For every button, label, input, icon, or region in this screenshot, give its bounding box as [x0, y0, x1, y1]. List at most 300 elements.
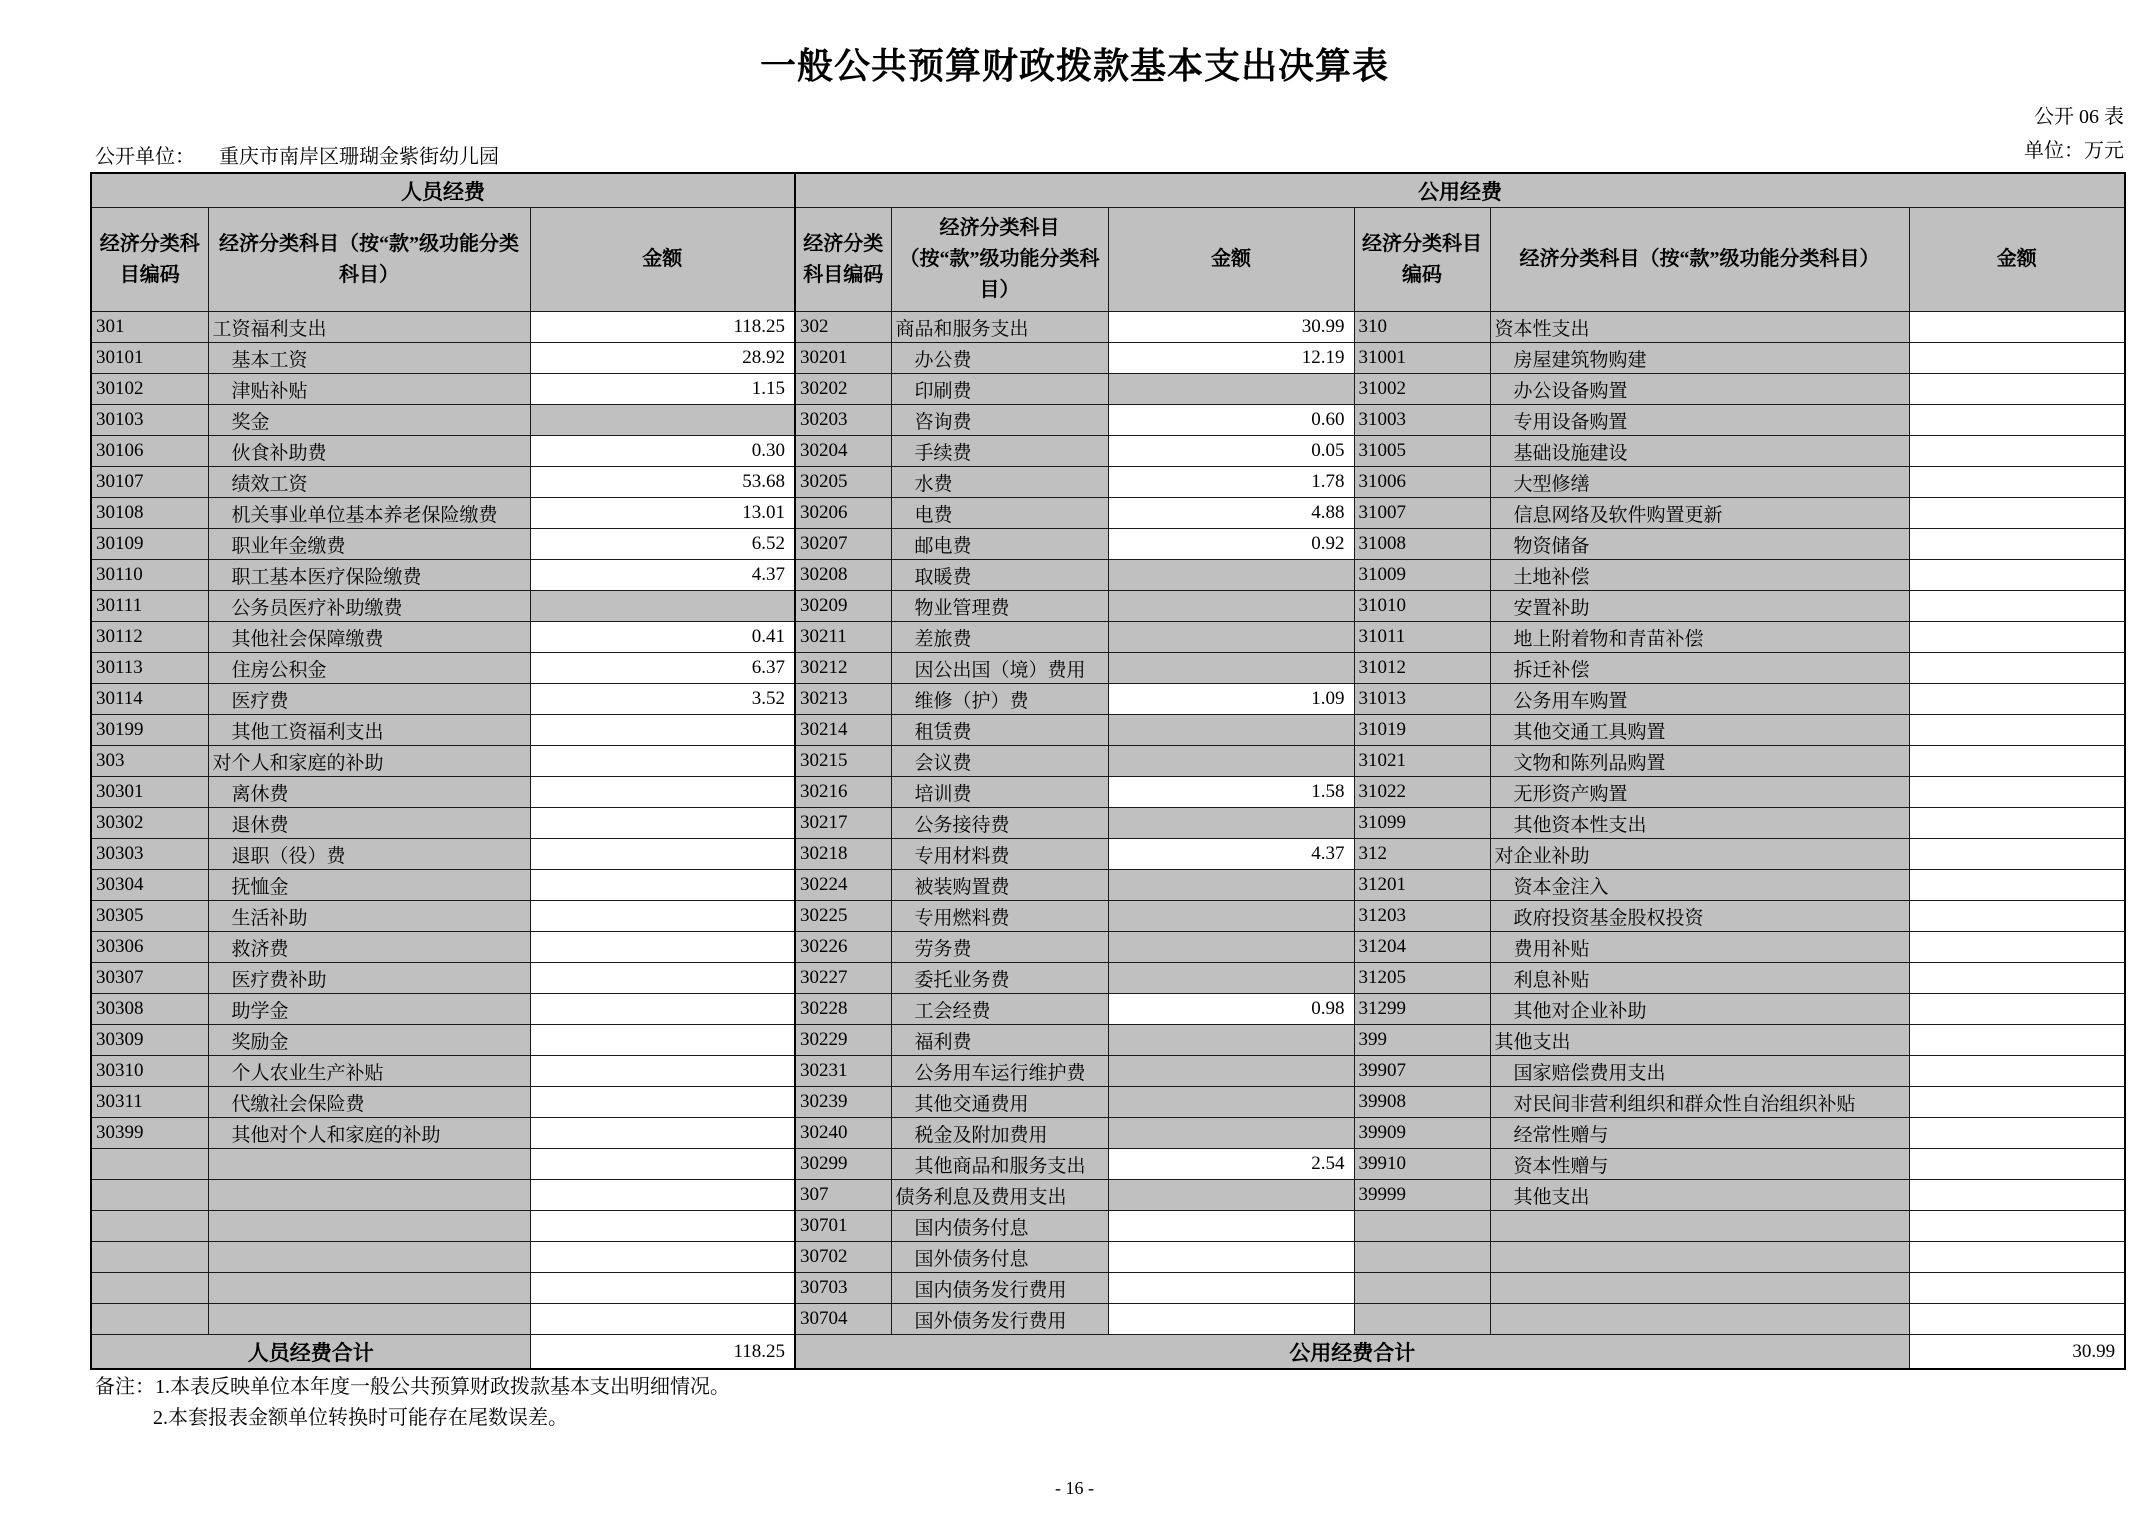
- subject-cell: 福利费: [891, 1025, 1108, 1056]
- code-cell: 31099: [1354, 808, 1490, 839]
- amount-cell: 4.37: [530, 560, 795, 591]
- amount-cell: 1.15: [530, 374, 795, 405]
- code-cell: 30203: [795, 405, 891, 436]
- amount-cell: [530, 405, 795, 436]
- code-cell: 30224: [795, 870, 891, 901]
- group-header-personnel: 人员经费: [91, 173, 795, 208]
- table-row: [91, 1242, 2125, 1273]
- subject-cell: 住房公积金: [208, 653, 530, 684]
- subject-cell: 安置补助: [1490, 591, 1909, 622]
- amount-cell: [530, 901, 795, 932]
- footnote-text-1: 1.本表反映单位本年度一般公共预算财政拨款基本支出明细情况。: [155, 1376, 730, 1398]
- amount-cell: [1909, 1211, 2125, 1242]
- amount-cell: 28.92: [530, 343, 795, 374]
- subject-cell: 助学金: [208, 994, 530, 1025]
- subject-cell: 劳务费: [891, 932, 1108, 963]
- subject-cell: 办公费: [891, 343, 1108, 374]
- code-cell: 31003: [1354, 405, 1490, 436]
- subject-cell: 工资福利支出: [208, 312, 530, 343]
- amount-cell: [530, 1056, 795, 1087]
- subject-cell: 公务用车运行维护费: [891, 1056, 1108, 1087]
- code-cell: 30301: [91, 777, 208, 808]
- subject-cell: [208, 1149, 530, 1180]
- code-cell: [1354, 1304, 1490, 1335]
- subject-cell: 资本性支出: [1490, 312, 1909, 343]
- amount-cell: [1108, 1211, 1354, 1242]
- code-cell: [1354, 1242, 1490, 1273]
- amount-cell: [1909, 653, 2125, 684]
- table-meta: [2024, 100, 2124, 168]
- code-cell: 30109: [91, 529, 208, 560]
- code-cell: 310: [1354, 312, 1490, 343]
- subject-cell: 国外债务付息: [891, 1242, 1108, 1273]
- amount-cell: [1108, 1180, 1354, 1211]
- subject-cell: 国内债务发行费用: [891, 1273, 1108, 1304]
- subject-cell: 租赁费: [891, 715, 1108, 746]
- table-row: [91, 1056, 2125, 1087]
- amount-cell: [1909, 1149, 2125, 1180]
- subject-cell: 生活补助: [208, 901, 530, 932]
- amount-cell: [1909, 467, 2125, 498]
- code-cell: 31201: [1354, 870, 1490, 901]
- amount-cell: 6.37: [530, 653, 795, 684]
- footnote-line-1: [95, 1372, 730, 1403]
- amount-cell: 0.30: [530, 436, 795, 467]
- code-cell: [91, 1304, 208, 1335]
- code-cell: 30306: [91, 932, 208, 963]
- subject-cell: 机关事业单位基本养老保险缴费: [208, 498, 530, 529]
- amount-cell: 1.58: [1108, 777, 1354, 808]
- amount-cell: [530, 963, 795, 994]
- subject-cell: 税金及附加费用: [891, 1118, 1108, 1149]
- code-cell: 30201: [795, 343, 891, 374]
- subject-cell: 国家赔偿费用支出: [1490, 1056, 1909, 1087]
- amount-cell: [530, 1304, 795, 1335]
- subject-cell: 利息补贴: [1490, 963, 1909, 994]
- code-cell: [91, 1273, 208, 1304]
- table-row: [91, 1118, 2125, 1149]
- amount-cell: [530, 746, 795, 777]
- personnel-total-value: 118.25: [530, 1335, 795, 1370]
- code-cell: 30101: [91, 343, 208, 374]
- amount-cell: [530, 1242, 795, 1273]
- amount-cell: [1108, 808, 1354, 839]
- code-cell: 31005: [1354, 436, 1490, 467]
- table-row: [91, 870, 2125, 901]
- code-cell: 307: [795, 1180, 891, 1211]
- amount-cell: [1108, 715, 1354, 746]
- amount-cell: 4.37: [1108, 839, 1354, 870]
- code-cell: 31013: [1354, 684, 1490, 715]
- code-cell: 30217: [795, 808, 891, 839]
- subject-cell: [1490, 1211, 1909, 1242]
- amount-cell: [530, 994, 795, 1025]
- disclosure-unit-label: 公开单位：: [95, 146, 195, 168]
- code-cell: 30303: [91, 839, 208, 870]
- amount-cell: [1909, 684, 2125, 715]
- code-cell: 31008: [1354, 529, 1490, 560]
- subject-cell: 对个人和家庭的补助: [208, 746, 530, 777]
- subject-cell: 差旅费: [891, 622, 1108, 653]
- subject-cell: 委托业务费: [891, 963, 1108, 994]
- amount-cell: [1909, 622, 2125, 653]
- table-row: [91, 1273, 2125, 1304]
- table-row: [91, 1149, 2125, 1180]
- subject-cell: 对民间非营利组织和群众性自治组织补贴: [1490, 1087, 1909, 1118]
- amount-cell: [1909, 1242, 2125, 1273]
- subject-cell: 专用材料费: [891, 839, 1108, 870]
- table-row: [91, 777, 2125, 808]
- amount-cell: 0.60: [1108, 405, 1354, 436]
- subject-cell: 国外债务发行费用: [891, 1304, 1108, 1335]
- code-cell: 31204: [1354, 932, 1490, 963]
- amount-cell: 1.09: [1108, 684, 1354, 715]
- subject-cell: 公务接待费: [891, 808, 1108, 839]
- code-cell: 39999: [1354, 1180, 1490, 1211]
- table-row: [91, 963, 2125, 994]
- code-cell: 30112: [91, 622, 208, 653]
- code-cell: 30216: [795, 777, 891, 808]
- code-cell: 30226: [795, 932, 891, 963]
- subject-cell: [1490, 1273, 1909, 1304]
- subject-cell: 公务员医疗补助缴费: [208, 591, 530, 622]
- code-cell: 30208: [795, 560, 891, 591]
- table-row: [91, 374, 2125, 405]
- amount-cell: [1909, 591, 2125, 622]
- code-cell: 30310: [91, 1056, 208, 1087]
- subject-cell: 其他商品和服务支出: [891, 1149, 1108, 1180]
- amount-cell: [1909, 436, 2125, 467]
- amount-cell: [530, 1180, 795, 1211]
- column-header-subject: 经济分类科目（按“款”级功能分类科目）: [208, 208, 530, 312]
- subject-cell: 医疗费: [208, 684, 530, 715]
- table-row: [91, 343, 2125, 374]
- code-cell: 30311: [91, 1087, 208, 1118]
- code-cell: [91, 1180, 208, 1211]
- amount-cell: [1108, 1118, 1354, 1149]
- amount-cell: 30.99: [1108, 312, 1354, 343]
- subject-cell: 基础设施建设: [1490, 436, 1909, 467]
- code-cell: 39910: [1354, 1149, 1490, 1180]
- code-cell: 30227: [795, 963, 891, 994]
- table-row: [91, 498, 2125, 529]
- subject-cell: 医疗费补助: [208, 963, 530, 994]
- code-cell: 30240: [795, 1118, 891, 1149]
- subject-cell: 水费: [891, 467, 1108, 498]
- table-row: [91, 1211, 2125, 1242]
- code-cell: 30701: [795, 1211, 891, 1242]
- table-row: [91, 529, 2125, 560]
- subject-cell: 代缴社会保险费: [208, 1087, 530, 1118]
- subject-cell: 专用设备购置: [1490, 405, 1909, 436]
- subject-cell: 咨询费: [891, 405, 1108, 436]
- subject-cell: 其他社会保障缴费: [208, 622, 530, 653]
- amount-cell: [1909, 1025, 2125, 1056]
- amount-cell: [1909, 870, 2125, 901]
- amount-cell: 4.88: [1108, 498, 1354, 529]
- page-title: 一般公共预算财政拨款基本支出决算表: [759, 46, 1389, 86]
- subject-cell: [1490, 1242, 1909, 1273]
- amount-cell: [1108, 1273, 1354, 1304]
- subject-cell: 职业年金缴费: [208, 529, 530, 560]
- subject-cell: 维修（护）费: [891, 684, 1108, 715]
- subject-cell: 退职（役）费: [208, 839, 530, 870]
- amount-cell: [530, 932, 795, 963]
- amount-cell: [1108, 1056, 1354, 1087]
- subject-cell: 无形资产购置: [1490, 777, 1909, 808]
- budget-table: [90, 172, 2126, 1370]
- amount-cell: [1909, 746, 2125, 777]
- code-cell: 30199: [91, 715, 208, 746]
- subject-cell: [1490, 1304, 1909, 1335]
- disclosure-unit-name: 重庆市南岸区珊瑚金紫街幼儿园: [219, 146, 499, 168]
- table-row: [91, 467, 2125, 498]
- subject-cell: 费用补贴: [1490, 932, 1909, 963]
- subject-cell: 个人农业生产补贴: [208, 1056, 530, 1087]
- code-cell: 30212: [795, 653, 891, 684]
- code-cell: 31021: [1354, 746, 1490, 777]
- code-cell: 31019: [1354, 715, 1490, 746]
- group-header-row: [91, 173, 2125, 208]
- code-cell: 30308: [91, 994, 208, 1025]
- amount-cell: [1909, 963, 2125, 994]
- code-cell: 30111: [91, 591, 208, 622]
- amount-cell: [1108, 1087, 1354, 1118]
- subject-cell: 其他交通费用: [891, 1087, 1108, 1118]
- disclosure-unit-line: [95, 140, 499, 169]
- amount-cell: 6.52: [530, 529, 795, 560]
- amount-cell: [1909, 994, 2125, 1025]
- subject-cell: 文物和陈列品购置: [1490, 746, 1909, 777]
- table-row: [91, 808, 2125, 839]
- code-cell: 30211: [795, 622, 891, 653]
- code-cell: [91, 1242, 208, 1273]
- column-header-code: 经济分类科目编码: [1354, 208, 1490, 312]
- code-cell: 31203: [1354, 901, 1490, 932]
- code-cell: 312: [1354, 839, 1490, 870]
- amount-cell: [1909, 715, 2125, 746]
- amount-cell: [1909, 1118, 2125, 1149]
- amount-cell: 0.98: [1108, 994, 1354, 1025]
- subject-cell: 基本工资: [208, 343, 530, 374]
- code-cell: 31010: [1354, 591, 1490, 622]
- table-row: [91, 746, 2125, 777]
- footnote-label: 备注：: [95, 1376, 155, 1398]
- subject-cell: 手续费: [891, 436, 1108, 467]
- code-cell: 399: [1354, 1025, 1490, 1056]
- table-row: [91, 591, 2125, 622]
- amount-cell: [1108, 591, 1354, 622]
- amount-cell: 1.78: [1108, 467, 1354, 498]
- amount-cell: [530, 808, 795, 839]
- subject-cell: 专用燃料费: [891, 901, 1108, 932]
- code-cell: 39909: [1354, 1118, 1490, 1149]
- amount-cell: [1108, 870, 1354, 901]
- subject-cell: 商品和服务支出: [891, 312, 1108, 343]
- amount-cell: [1108, 746, 1354, 777]
- footnote-text-2: 2.本套报表金额单位转换时可能存在尾数误差。: [153, 1407, 568, 1429]
- amount-cell: [1909, 901, 2125, 932]
- amount-cell: [1909, 405, 2125, 436]
- subject-cell: 信息网络及软件购置更新: [1490, 498, 1909, 529]
- amount-cell: [530, 839, 795, 870]
- subject-cell: 救济费: [208, 932, 530, 963]
- footnotes: [95, 1372, 730, 1434]
- code-cell: 30703: [795, 1273, 891, 1304]
- code-cell: 30704: [795, 1304, 891, 1335]
- code-cell: 31022: [1354, 777, 1490, 808]
- amount-cell: [530, 1211, 795, 1242]
- subject-cell: 津贴补贴: [208, 374, 530, 405]
- code-cell: 30302: [91, 808, 208, 839]
- amount-cell: [1909, 374, 2125, 405]
- amount-cell: [1909, 1087, 2125, 1118]
- code-cell: 30225: [795, 901, 891, 932]
- code-cell: [91, 1149, 208, 1180]
- amount-cell: [1108, 1025, 1354, 1056]
- subject-cell: 绩效工资: [208, 467, 530, 498]
- unit-of-measure: 单位：万元: [2024, 140, 2124, 162]
- subject-cell: 离休费: [208, 777, 530, 808]
- amount-cell: [1909, 312, 2125, 343]
- table-row: [91, 653, 2125, 684]
- code-cell: 30106: [91, 436, 208, 467]
- table-row: [91, 436, 2125, 467]
- amount-cell: [1108, 1242, 1354, 1273]
- table-body: [91, 312, 2125, 1335]
- page-number: - 16 -: [1055, 1478, 1094, 1498]
- code-cell: 30299: [795, 1149, 891, 1180]
- amount-cell: [1108, 1304, 1354, 1335]
- code-cell: 30213: [795, 684, 891, 715]
- table-row: [91, 1180, 2125, 1211]
- code-cell: 30702: [795, 1242, 891, 1273]
- subject-cell: [208, 1242, 530, 1273]
- amount-cell: [1108, 901, 1354, 932]
- subject-cell: [208, 1273, 530, 1304]
- table-row: [91, 994, 2125, 1025]
- subject-cell: 拆迁补偿: [1490, 653, 1909, 684]
- table-row: [91, 312, 2125, 343]
- subject-cell: 奖金: [208, 405, 530, 436]
- code-cell: 303: [91, 746, 208, 777]
- amount-cell: [530, 1118, 795, 1149]
- code-cell: 30110: [91, 560, 208, 591]
- subject-cell: 其他工资福利支出: [208, 715, 530, 746]
- code-cell: 30309: [91, 1025, 208, 1056]
- table-row: [91, 932, 2125, 963]
- subject-cell: 政府投资基金股权投资: [1490, 901, 1909, 932]
- column-header-amount: 金额: [530, 208, 795, 312]
- table-number: 公开 06 表: [2034, 106, 2124, 128]
- amount-cell: [1108, 374, 1354, 405]
- code-cell: 30304: [91, 870, 208, 901]
- amount-cell: [1909, 808, 2125, 839]
- amount-cell: 12.19: [1108, 343, 1354, 374]
- code-cell: 31205: [1354, 963, 1490, 994]
- subject-cell: 房屋建筑物购建: [1490, 343, 1909, 374]
- code-cell: 30205: [795, 467, 891, 498]
- amount-cell: 13.01: [530, 498, 795, 529]
- code-cell: 31009: [1354, 560, 1490, 591]
- amount-cell: [1108, 932, 1354, 963]
- subject-cell: 印刷费: [891, 374, 1108, 405]
- column-header-subject: 经济分类科目（按“款”级功能分类科目）: [1490, 208, 1909, 312]
- code-cell: 30218: [795, 839, 891, 870]
- code-cell: [1354, 1273, 1490, 1304]
- subject-cell: [208, 1180, 530, 1211]
- amount-cell: [1108, 622, 1354, 653]
- column-header-code: 经济分类科目编码: [795, 208, 891, 312]
- code-cell: 30214: [795, 715, 891, 746]
- amount-cell: [1108, 560, 1354, 591]
- table-row: [91, 715, 2125, 746]
- subject-cell: 公务用车购置: [1490, 684, 1909, 715]
- code-cell: [1354, 1211, 1490, 1242]
- subject-cell: 其他支出: [1490, 1180, 1909, 1211]
- subject-cell: 因公出国（境）费用: [891, 653, 1108, 684]
- subject-cell: 邮电费: [891, 529, 1108, 560]
- amount-cell: [1909, 932, 2125, 963]
- column-header-row: [91, 208, 2125, 312]
- code-cell: 31001: [1354, 343, 1490, 374]
- subject-cell: 经常性赠与: [1490, 1118, 1909, 1149]
- subject-cell: 培训费: [891, 777, 1108, 808]
- code-cell: 30399: [91, 1118, 208, 1149]
- amount-cell: [530, 1025, 795, 1056]
- amount-cell: [1108, 963, 1354, 994]
- amount-cell: 0.92: [1108, 529, 1354, 560]
- amount-cell: [1909, 1056, 2125, 1087]
- column-header-code: 经济分类科目编码: [91, 208, 208, 312]
- code-cell: 30102: [91, 374, 208, 405]
- code-cell: 30305: [91, 901, 208, 932]
- subject-cell: 土地补偿: [1490, 560, 1909, 591]
- amount-cell: [1909, 560, 2125, 591]
- subject-cell: 会议费: [891, 746, 1108, 777]
- subject-cell: 物业管理费: [891, 591, 1108, 622]
- table-row: [91, 560, 2125, 591]
- amount-cell: [1909, 529, 2125, 560]
- amount-cell: 53.68: [530, 467, 795, 498]
- code-cell: 31011: [1354, 622, 1490, 653]
- group-header-public: 公用经费: [795, 173, 2125, 208]
- subject-cell: 其他对个人和家庭的补助: [208, 1118, 530, 1149]
- amount-cell: [530, 715, 795, 746]
- subject-cell: 大型修缮: [1490, 467, 1909, 498]
- column-header-amount: 金额: [1108, 208, 1354, 312]
- table-row: [91, 901, 2125, 932]
- subject-cell: 其他资本性支出: [1490, 808, 1909, 839]
- public-total-value: 30.99: [1909, 1335, 2125, 1370]
- code-cell: 30103: [91, 405, 208, 436]
- personnel-total-label: 人员经费合计: [91, 1335, 530, 1370]
- code-cell: 30307: [91, 963, 208, 994]
- code-cell: 30107: [91, 467, 208, 498]
- amount-cell: [1909, 777, 2125, 808]
- code-cell: 30113: [91, 653, 208, 684]
- amount-cell: [530, 777, 795, 808]
- subject-cell: [208, 1304, 530, 1335]
- code-cell: 30108: [91, 498, 208, 529]
- code-cell: 30114: [91, 684, 208, 715]
- subject-cell: 奖励金: [208, 1025, 530, 1056]
- subject-cell: 其他对企业补助: [1490, 994, 1909, 1025]
- subject-cell: 资本金注入: [1490, 870, 1909, 901]
- subject-cell: 抚恤金: [208, 870, 530, 901]
- code-cell: 30229: [795, 1025, 891, 1056]
- subject-cell: 取暖费: [891, 560, 1108, 591]
